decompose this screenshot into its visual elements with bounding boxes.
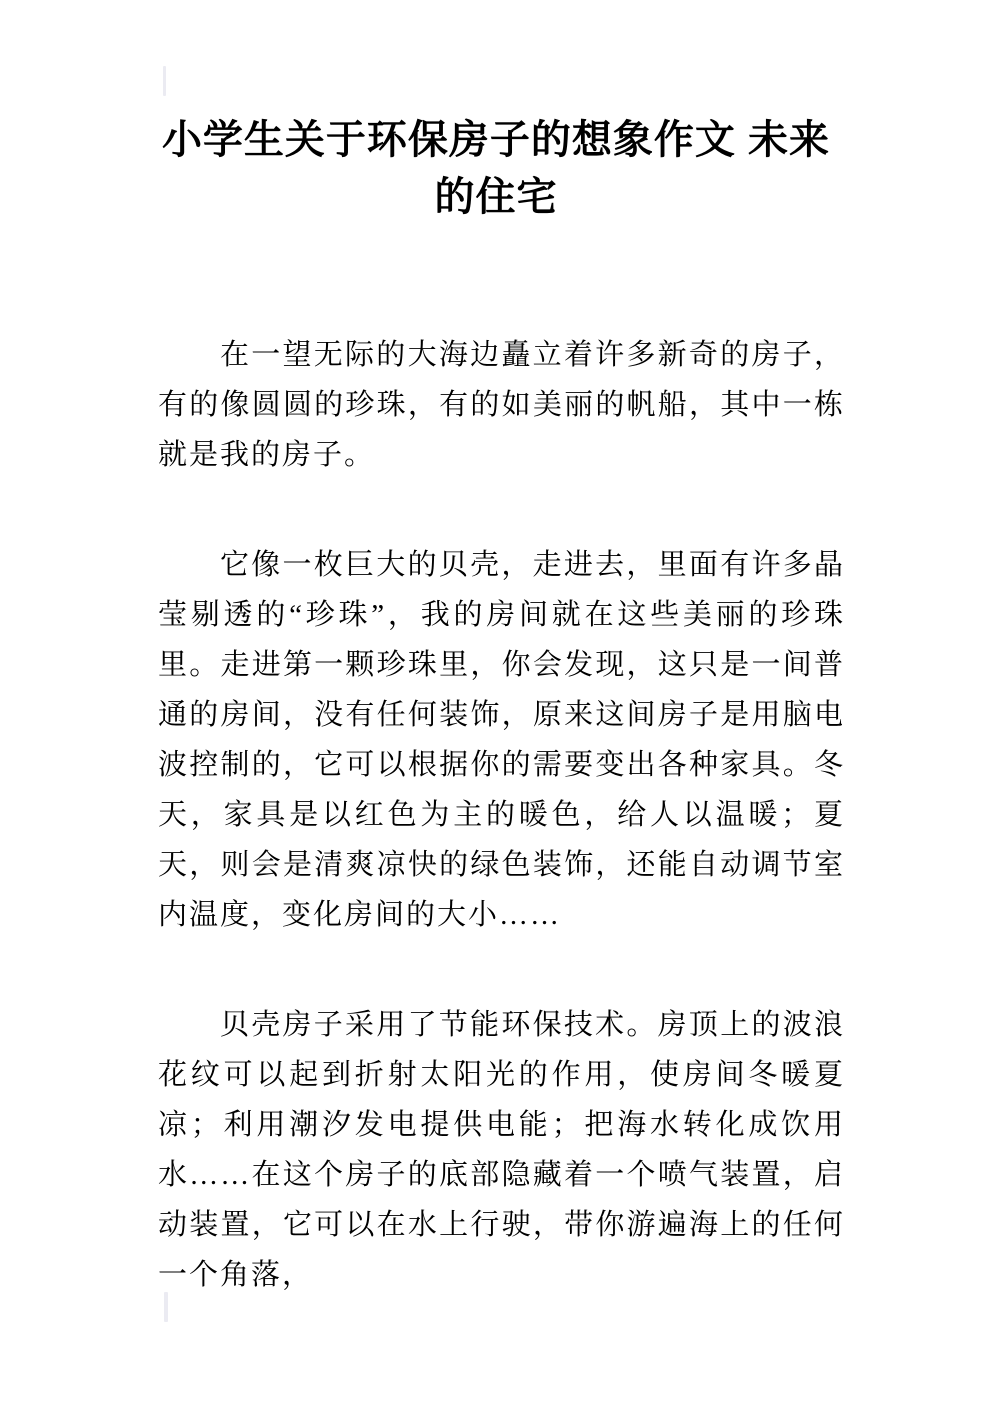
paragraph-2: 它像一枚巨大的贝壳，走进去，里面有许多晶莹剔透的“珍珠”，我的房间就在这些美丽的珍珠里。走进第一颗珍珠里，你会发现，这只是一间普通的房间，没有任何装饰，原来这间房子是用脑电波控制的，它可以根据你的需要变出各种家具。冬天，家具是以红色为主的暖色，给人以温暖；夏天，则会是清爽凉快的绿色装饰，还能自动调节室内温度，变化房间的大小…… bbox=[158, 549, 845, 931]
document-body bbox=[0, 330, 992, 1300]
paragraph-3: 贝壳房子采用了节能环保技术。房顶上的波浪花纹可以起到折射太阳光的作用，使房间冬暖夏凉；利用潮汐发电提供电能；把海水转化成饮用水……在这个房子的底部隐藏着一个喷气装置，启动装置，它可以在水上行驶，带你游遍海上的任何一个角落， bbox=[158, 1009, 845, 1291]
paragraph-1: 在一望无际的大海边矗立着许多新奇的房子，有的像圆圆的珍珠，有的如美丽的帆船，其中一栋就是我的房子。 bbox=[158, 339, 845, 471]
scan-artifact-mark bbox=[163, 66, 166, 96]
scan-artifact-mark bbox=[164, 1292, 168, 1322]
page-title-line-1: 小学生关于环保房子的想象作文 未来 bbox=[161, 118, 831, 162]
page-title-line-2: 的住宅 bbox=[434, 175, 558, 219]
page-title bbox=[80, 112, 912, 226]
